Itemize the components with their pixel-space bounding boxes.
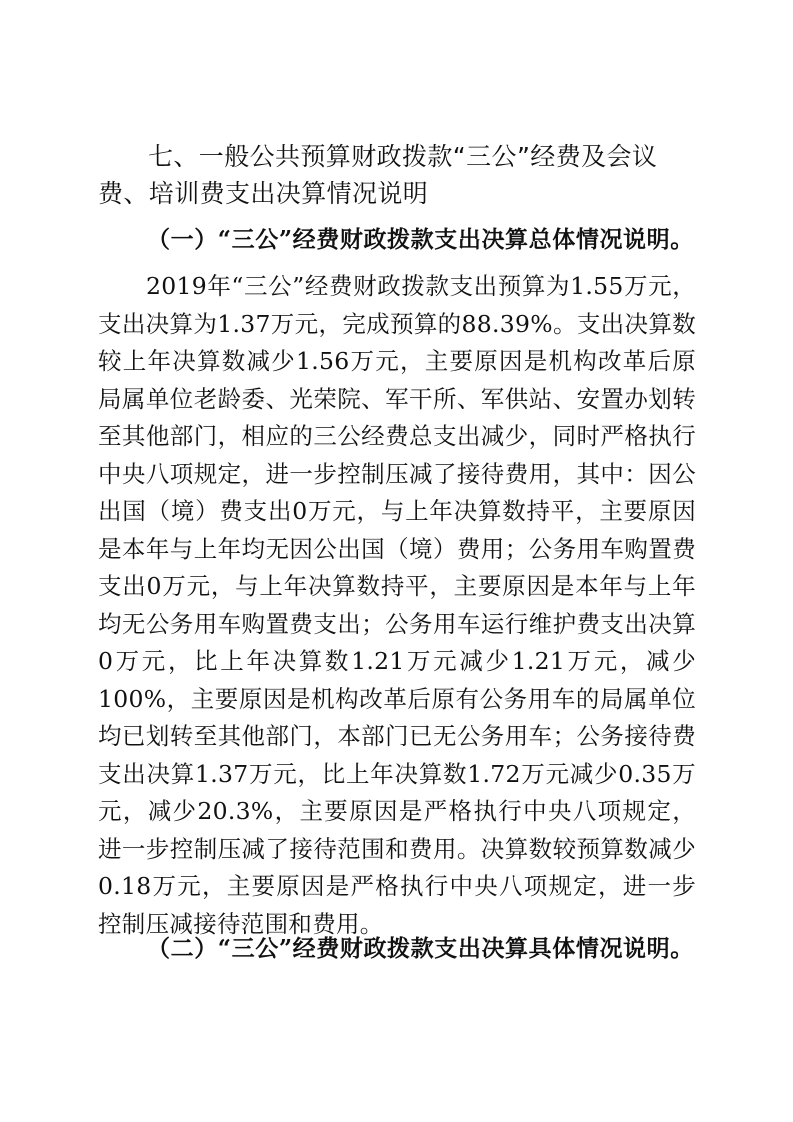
section-title: 七、一般公共预算财政拨款“三公”经费及会议费、培训费支出决算情况说明 <box>98 142 658 208</box>
subsection-1-body: 2019年“三公”经费财政拨款支出预算为1.55万元，支出决算为1.37万元，完成预算的88.39%。支出决算数较上年决算数减少1.56万元，主要原因是机构改革后原局属单位老龄委、光荣院、军干所、军供站、安置办划转至其他部门，相应的三公经费总支出减少，同时严格执行中央八项规定，进一步控制压减了接待费用，其中：因公出国（境）费支出0万元，与上年决算数持平，主要原因是本年与上年均无因公出国（境）费用；公务用车购置费支出0万元，与上年决算数持平，主要原因是本年与上年均无公务用车购置费支出；公务用车运行维护费支出决算0万元，比上年决算数1.21万元减少1.21万元，减少100%，主要原因是机构改革后原有公务用车的局属单位均已划转至其他部门，本部门已无公务用车；公务接待费支出决算1.37万元，比上年决算数1.72万元减少0.35万元，减少20.3%，主要原因是严格执行中央八项规定，进一步控制压减了接待范围和费用。决算数较预算数减少0.18万元，主要原因是严格执行中央八项规定，进一步控制压减接待范围和费用。 <box>98 272 696 938</box>
subsection-1-heading: （一）“三公”经费财政拨款支出决算总体情况说明。 <box>147 226 694 253</box>
subsection-2-heading: （二）“三公”经费财政拨款支出决算具体情况说明。 <box>147 935 694 962</box>
